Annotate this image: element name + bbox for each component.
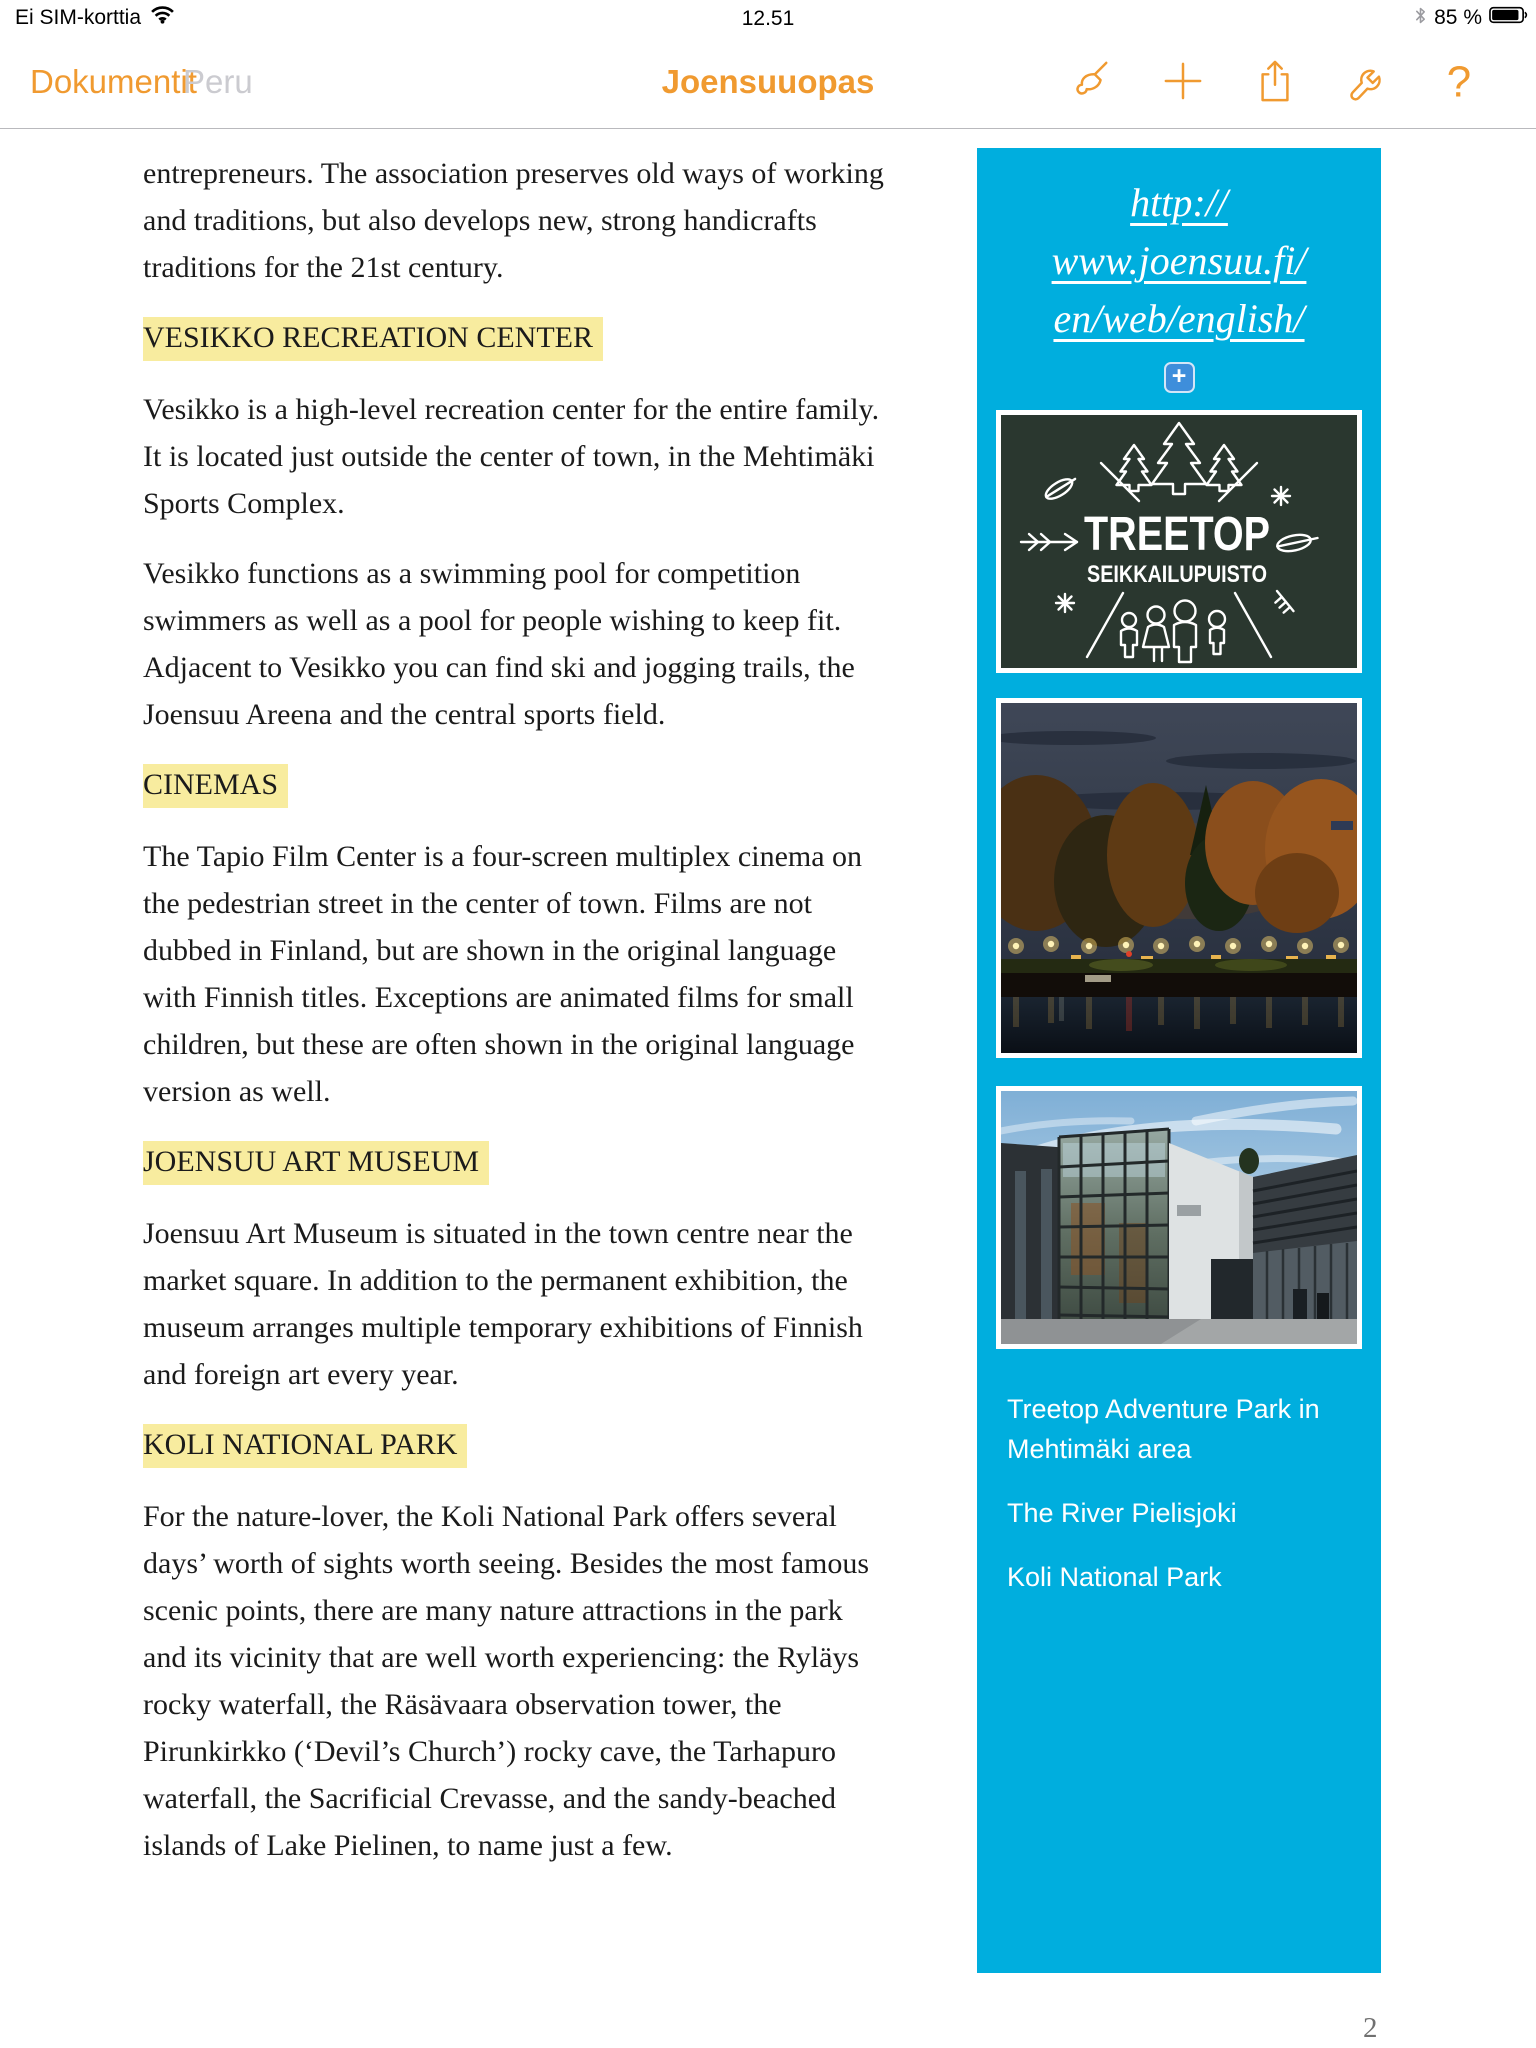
caption-river: The River Pielisjoki — [1007, 1498, 1237, 1528]
status-bar — [0, 0, 1536, 40]
text-line: children, but these are often shown in the original language — [143, 1028, 855, 1061]
paragraph — [143, 150, 963, 291]
carrier-label: Ei SIM-korttia — [15, 6, 142, 29]
text-line: Pirunkirkko (‘Devil’s Church’) rocky cave, the Tarhapuro — [143, 1735, 836, 1768]
text-line: Vesikko is a high-level recreation center for the entire family. — [143, 393, 880, 426]
caption-koli: Koli National Park — [1007, 1562, 1222, 1592]
document-body[interactable] — [143, 150, 963, 1892]
treetop-logo-title: TREETOP — [1084, 508, 1270, 561]
link-line[interactable]: www.joensuu.fi/ — [1051, 238, 1307, 283]
river-night-illustration — [1001, 703, 1357, 1053]
document-title[interactable]: Joensuuopas — [661, 63, 875, 100]
insert-plus-icon[interactable] — [1162, 56, 1204, 106]
museum-building-photo[interactable] — [996, 1086, 1362, 1349]
paragraph — [143, 1210, 963, 1398]
clock-label: 12.51 — [741, 7, 795, 30]
river-night-photo[interactable] — [996, 698, 1362, 1058]
link-line[interactable]: en/web/english/ — [1053, 296, 1305, 341]
text-line: For the nature-lover, the Koli National Park offers several — [143, 1500, 837, 1533]
text-line: and traditions, but also develops new, strong handicrafts — [143, 204, 817, 237]
bluetooth-icon — [1414, 6, 1427, 31]
undo-button[interactable]: Peru — [183, 63, 253, 100]
text-line: the pedestrian street in the center of town. Films are not — [143, 887, 812, 920]
page-number: 2 — [1363, 2012, 1378, 2044]
battery-icon — [1489, 5, 1529, 31]
text-line: with Finnish titles. Exceptions are animated films for small — [143, 981, 854, 1014]
building-illustration — [1001, 1091, 1357, 1344]
sidebar-panel[interactable] — [977, 148, 1381, 1973]
format-brush-icon[interactable] — [1070, 56, 1112, 106]
paragraph — [143, 550, 963, 738]
treetop-logo-illustration — [1001, 415, 1357, 668]
nav-bar — [0, 40, 1536, 129]
battery-percent-label: 85 % — [1434, 6, 1482, 29]
paragraph — [143, 1493, 963, 1869]
link-line[interactable]: http:// — [1130, 180, 1228, 225]
text-line: and foreign art every year. — [143, 1358, 459, 1391]
text-line: rocky waterfall, the Räsävaara observation tower, the — [143, 1688, 782, 1721]
text-line: waterfall, the Sacrificial Crevasse, and the sandy-beached — [143, 1782, 837, 1815]
section-heading: VESIKKO RECREATION CENTER — [143, 317, 603, 361]
text-line: Sports Complex. — [143, 487, 345, 520]
text-line: Vesikko functions as a swimming pool for competition — [143, 557, 801, 590]
text-line: version as well. — [143, 1075, 331, 1108]
text-line: museum arranges multiple temporary exhibitions of Finnish — [143, 1311, 863, 1344]
section-heading: KOLI NATIONAL PARK — [143, 1424, 467, 1468]
section-heading: CINEMAS — [143, 764, 288, 808]
text-line: It is located just outside the center of town, in the Mehtimäki — [143, 440, 875, 473]
text-line: traditions for the 21st century. — [143, 251, 504, 284]
text-line: Adjacent to Vesikko you can find ski and jogging trails, the — [143, 651, 855, 684]
text-line: swimmers as well as a pool for people wishing to keep fit. — [143, 604, 842, 637]
text-line: The Tapio Film Center is a four-screen multiplex cinema on — [143, 840, 863, 873]
treetop-logo-image[interactable] — [996, 410, 1362, 673]
website-link[interactable] — [983, 174, 1375, 348]
help-question-icon[interactable] — [1438, 56, 1480, 106]
text-line: days’ worth of sights worth seeing. Besides the most famous — [143, 1547, 870, 1580]
share-icon[interactable] — [1254, 56, 1296, 106]
text-line: entrepreneurs. The association preserves old ways of working — [143, 157, 884, 190]
treetop-logo-subtitle: SEIKKAILUPUISTO — [1087, 561, 1267, 588]
text-line: and its vicinity that are well worth experiencing: the Ryläys — [143, 1641, 860, 1674]
paragraph — [143, 833, 963, 1115]
tools-wrench-icon[interactable] — [1346, 56, 1388, 106]
text-line: scenic points, there are many nature attractions in the park — [143, 1594, 843, 1627]
svg-text:?: ? — [1446, 57, 1472, 105]
text-line: dubbed in Finland, but are shown in the original language — [143, 934, 837, 967]
text-line: islands of Lake Pielinen, to name just a few. — [143, 1829, 673, 1862]
section-heading: JOENSUU ART MUSEUM — [143, 1141, 489, 1185]
image-captions — [977, 1389, 1381, 1597]
link-add-plus-button[interactable]: + — [1164, 362, 1195, 393]
caption-treetop: Treetop Adventure Park in Mehtimäki area — [1007, 1394, 1320, 1464]
text-line: market square. In addition to the permanent exhibition, the — [143, 1264, 848, 1297]
text-line: Joensuu Art Museum is situated in the town centre near the — [143, 1217, 853, 1250]
documents-button[interactable]: Dokumentit — [30, 63, 197, 100]
paragraph — [143, 386, 963, 527]
text-line: Joensuu Areena and the central sports field. — [143, 698, 666, 731]
